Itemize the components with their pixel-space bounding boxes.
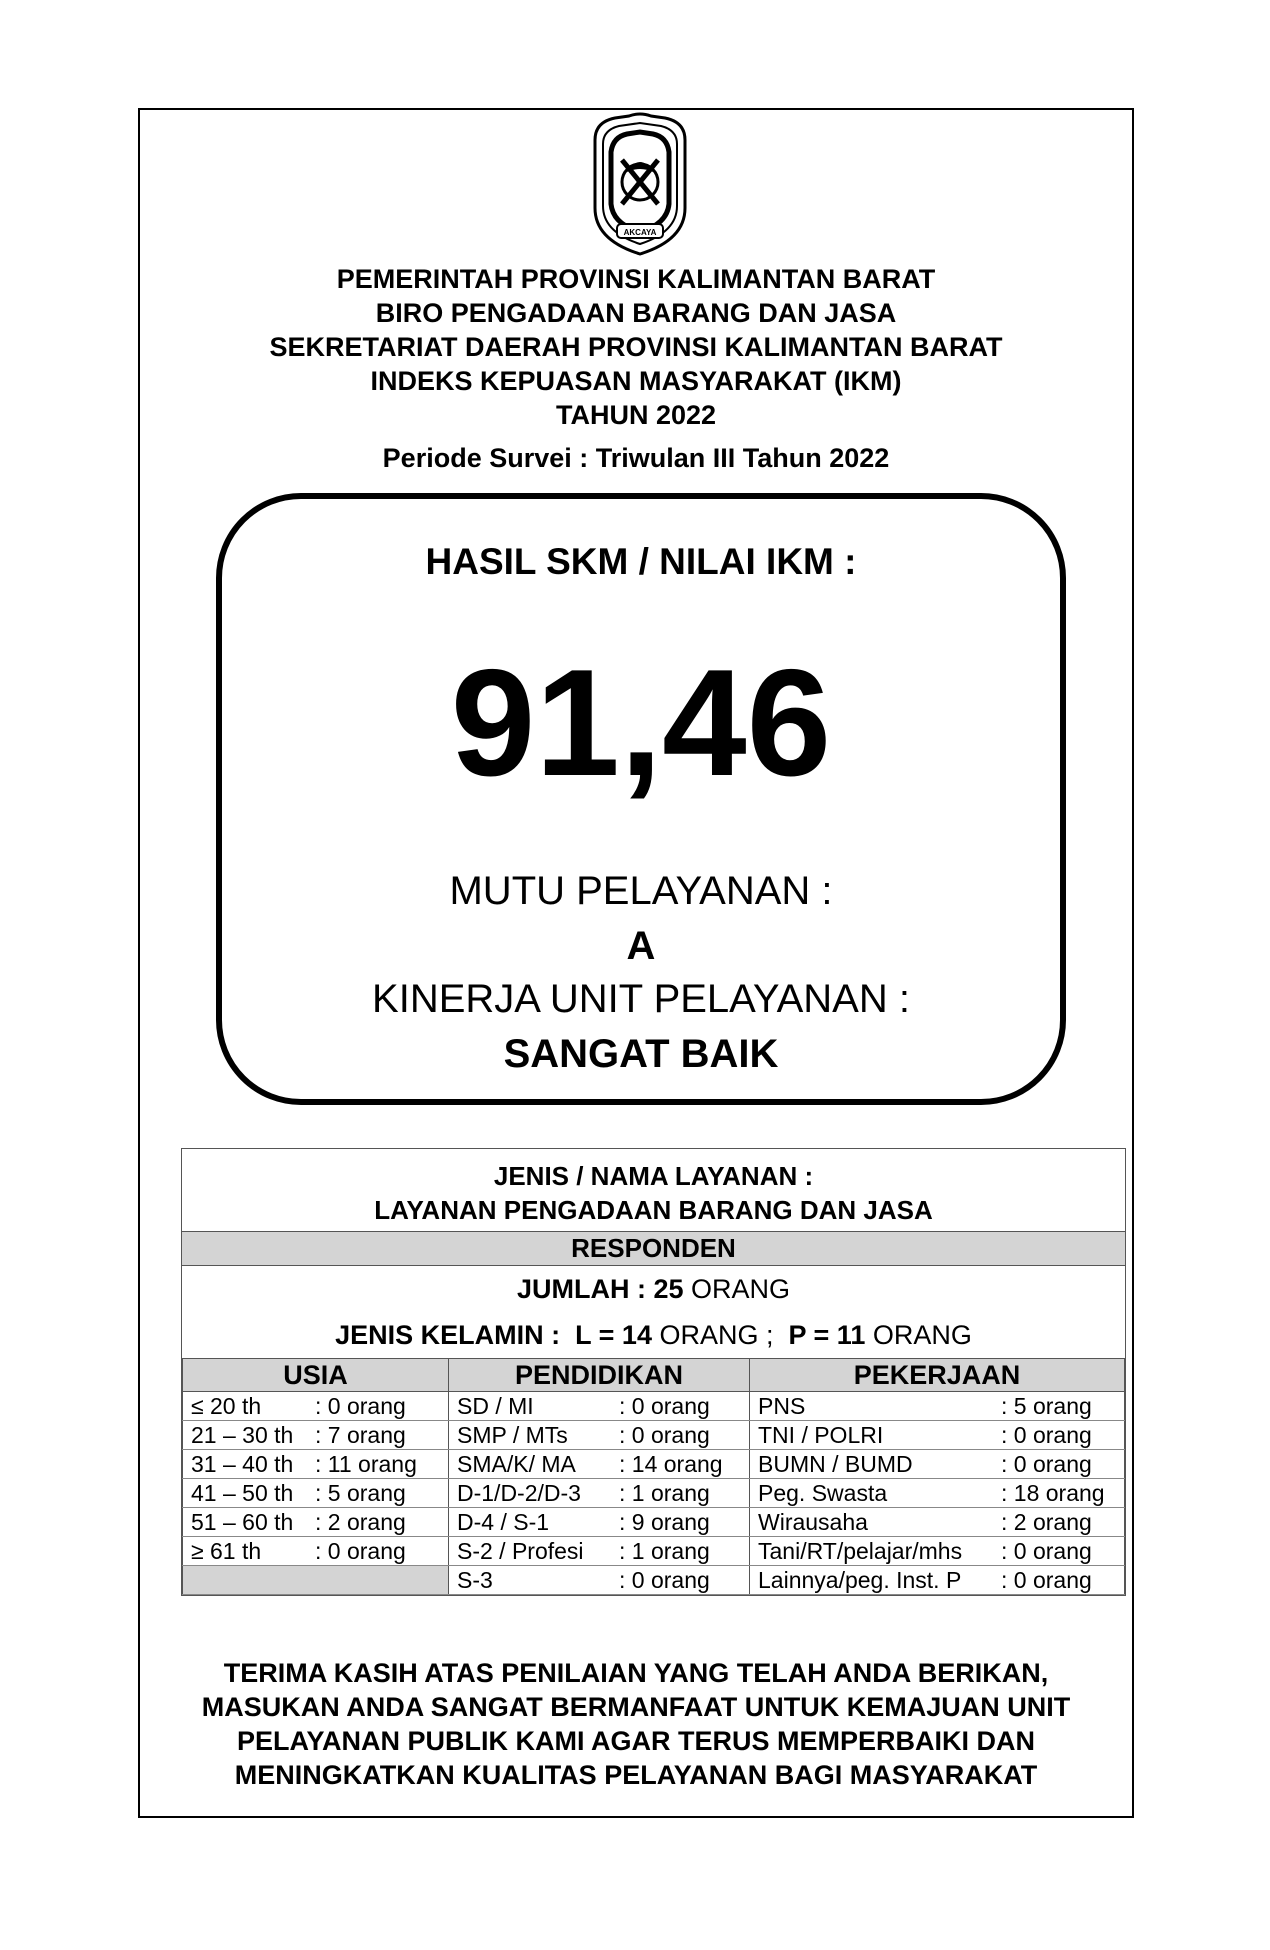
thank-you-message: [138, 1656, 1134, 1792]
pekerjaan-category: Peg. Swasta: [758, 1479, 888, 1506]
cell-pekerjaan: [750, 1537, 1125, 1566]
pendidikan-category: D-1/D-2/D-3: [457, 1479, 581, 1506]
usia-category: 41 – 50 th: [191, 1479, 294, 1506]
survey-period: Periode Survei : Triwulan III Tahun 2022: [382, 443, 890, 473]
service-label: JENIS / NAMA LAYANAN :: [493, 1161, 814, 1191]
mutu-value: A: [626, 924, 656, 968]
column-header-pendidikan: PENDIDIKAN: [449, 1359, 750, 1392]
usia-category: ≤ 20 th: [191, 1392, 262, 1419]
cell-pendidikan: [449, 1392, 750, 1421]
demographics-table: [182, 1358, 1125, 1595]
thanks-line: MENINGKATKAN KUALITAS PELAYANAN BAGI MASYARAKAT: [234, 1760, 1038, 1790]
service-header: [182, 1149, 1125, 1232]
cell-pekerjaan: [750, 1450, 1125, 1479]
kinerja-value: SANGAT BAIK: [503, 1032, 779, 1076]
gender-label: JENIS KELAMIN :: [335, 1320, 561, 1350]
pendidikan-count: : 14 orang: [619, 1450, 723, 1477]
pendidikan-category: SD / MI: [457, 1392, 534, 1419]
service-name: LAYANAN PENGADAAN BARANG DAN JASA: [374, 1195, 933, 1225]
ikm-score: 91,46: [450, 638, 832, 808]
pendidikan-count: : 0 orang: [619, 1392, 710, 1419]
pendidikan-category: SMP / MTs: [457, 1421, 568, 1448]
usia-count: : 0 orang: [315, 1392, 406, 1419]
table-row: [183, 1537, 1125, 1566]
header-line: SEKRETARIAT DAERAH PROVINSI KALIMANTAN BARAT: [269, 332, 1003, 362]
pendidikan-category: S-2 / Profesi: [457, 1537, 584, 1564]
respondent-gender: [182, 1312, 1125, 1358]
pekerjaan-count: : 18 orang: [1001, 1479, 1105, 1506]
respondent-section: [181, 1148, 1126, 1596]
cell-usia: [183, 1508, 449, 1537]
respondents-title: RESPONDEN: [182, 1232, 1125, 1266]
cell-pendidikan: [449, 1450, 750, 1479]
kinerja-label: KINERJA UNIT PELAYANAN :: [372, 977, 910, 1021]
total-unit: ORANG: [691, 1274, 791, 1304]
pekerjaan-category: Tani/RT/pelajar/mhs: [758, 1537, 963, 1564]
pekerjaan-count: : 0 orang: [1001, 1450, 1092, 1477]
cell-usia: [183, 1479, 449, 1508]
cell-pendidikan: [449, 1537, 750, 1566]
pekerjaan-category: BUMN / BUMD: [758, 1450, 913, 1477]
pendidikan-count: : 9 orang: [619, 1508, 710, 1535]
pendidikan-category: D-4 / S-1: [457, 1508, 550, 1535]
result-title: HASIL SKM / NILAI IKM :: [425, 541, 857, 582]
emblem-motto: AKCAYA: [623, 228, 657, 237]
cell-pendidikan: [449, 1508, 750, 1537]
pekerjaan-category: Wirausaha: [758, 1508, 868, 1535]
pendidikan-category: S-3: [457, 1566, 493, 1593]
provincial-emblem: [587, 112, 693, 258]
header-line: PEMERINTAH PROVINSI KALIMANTAN BARAT: [336, 264, 936, 294]
cell-pekerjaan: [750, 1566, 1125, 1595]
usia-category: 51 – 60 th: [191, 1508, 294, 1535]
female-count: P = 11: [788, 1320, 866, 1350]
thanks-line: TERIMA KASIH ATAS PENILAIAN YANG TELAH ANDA BERIKAN,: [223, 1658, 1049, 1688]
cell-pekerjaan: [750, 1508, 1125, 1537]
usia-count: : 0 orang: [315, 1537, 406, 1564]
total-label: JUMLAH :: [516, 1274, 646, 1304]
pekerjaan-category: TNI / POLRI: [758, 1421, 884, 1448]
mutu-label: MUTU PELAYANAN :: [449, 869, 833, 913]
pekerjaan-count: : 0 orang: [1001, 1537, 1092, 1564]
thanks-line: PELAYANAN PUBLIK KAMI AGAR TERUS MEMPERBAIKI DAN: [236, 1726, 1036, 1756]
male-count: L = 14: [575, 1320, 652, 1350]
cell-pendidikan: [449, 1421, 750, 1450]
cell-usia: [183, 1450, 449, 1479]
usia-category: ≥ 61 th: [191, 1537, 262, 1564]
pendidikan-count: : 1 orang: [619, 1537, 710, 1564]
result-box: [216, 493, 1066, 1105]
document-header: [138, 262, 1134, 432]
table-row: [183, 1479, 1125, 1508]
header-line: TAHUN 2022: [555, 400, 717, 430]
total-value: 25: [653, 1274, 684, 1304]
pendidikan-count: : 1 orang: [619, 1479, 710, 1506]
cell-pekerjaan: [750, 1479, 1125, 1508]
table-row: [183, 1508, 1125, 1537]
header-line: INDEKS KEPUASAN MASYARAKAT (IKM): [370, 366, 902, 396]
cell-pekerjaan: [750, 1421, 1125, 1450]
table-row: [183, 1421, 1125, 1450]
pekerjaan-category: PNS: [758, 1392, 806, 1419]
thanks-line: MASUKAN ANDA SANGAT BERMANFAAT UNTUK KEMAJUAN UNIT: [201, 1692, 1071, 1722]
pekerjaan-count: : 5 orang: [1001, 1392, 1092, 1419]
cell-pekerjaan: [750, 1392, 1125, 1421]
usia-count: : 2 orang: [315, 1508, 406, 1535]
cell-pendidikan: [449, 1566, 750, 1595]
usia-count: : 5 orang: [315, 1479, 406, 1506]
pekerjaan-count: : 2 orang: [1001, 1508, 1092, 1535]
table-row: [183, 1566, 1125, 1595]
cell-usia: [183, 1537, 449, 1566]
column-header-pekerjaan: PEKERJAAN: [750, 1359, 1125, 1392]
column-header-usia: USIA: [183, 1359, 449, 1392]
usia-count: : 11 orang: [315, 1450, 417, 1477]
pendidikan-count: : 0 orang: [619, 1421, 710, 1448]
pendidikan-count: : 0 orang: [619, 1566, 710, 1593]
pekerjaan-count: : 0 orang: [1001, 1421, 1092, 1448]
female-unit: ORANG: [872, 1320, 972, 1350]
cell-pendidikan: [449, 1479, 750, 1508]
table-row: [183, 1392, 1125, 1421]
respondent-total: [182, 1266, 1125, 1312]
table-row: [183, 1450, 1125, 1479]
header-line: BIRO PENGADAAN BARANG DAN JASA: [375, 298, 897, 328]
male-unit: ORANG ;: [659, 1320, 774, 1350]
usia-count: : 7 orang: [315, 1421, 406, 1448]
cell-usia: [183, 1566, 449, 1595]
pendidikan-category: SMA/K/ MA: [457, 1450, 576, 1477]
usia-category: 31 – 40 th: [191, 1450, 294, 1477]
cell-usia: [183, 1392, 449, 1421]
pekerjaan-category: Lainnya/peg. Inst. P: [758, 1566, 962, 1593]
pekerjaan-count: : 0 orang: [1001, 1566, 1092, 1593]
usia-category: 21 – 30 th: [191, 1421, 294, 1448]
cell-usia: [183, 1421, 449, 1450]
